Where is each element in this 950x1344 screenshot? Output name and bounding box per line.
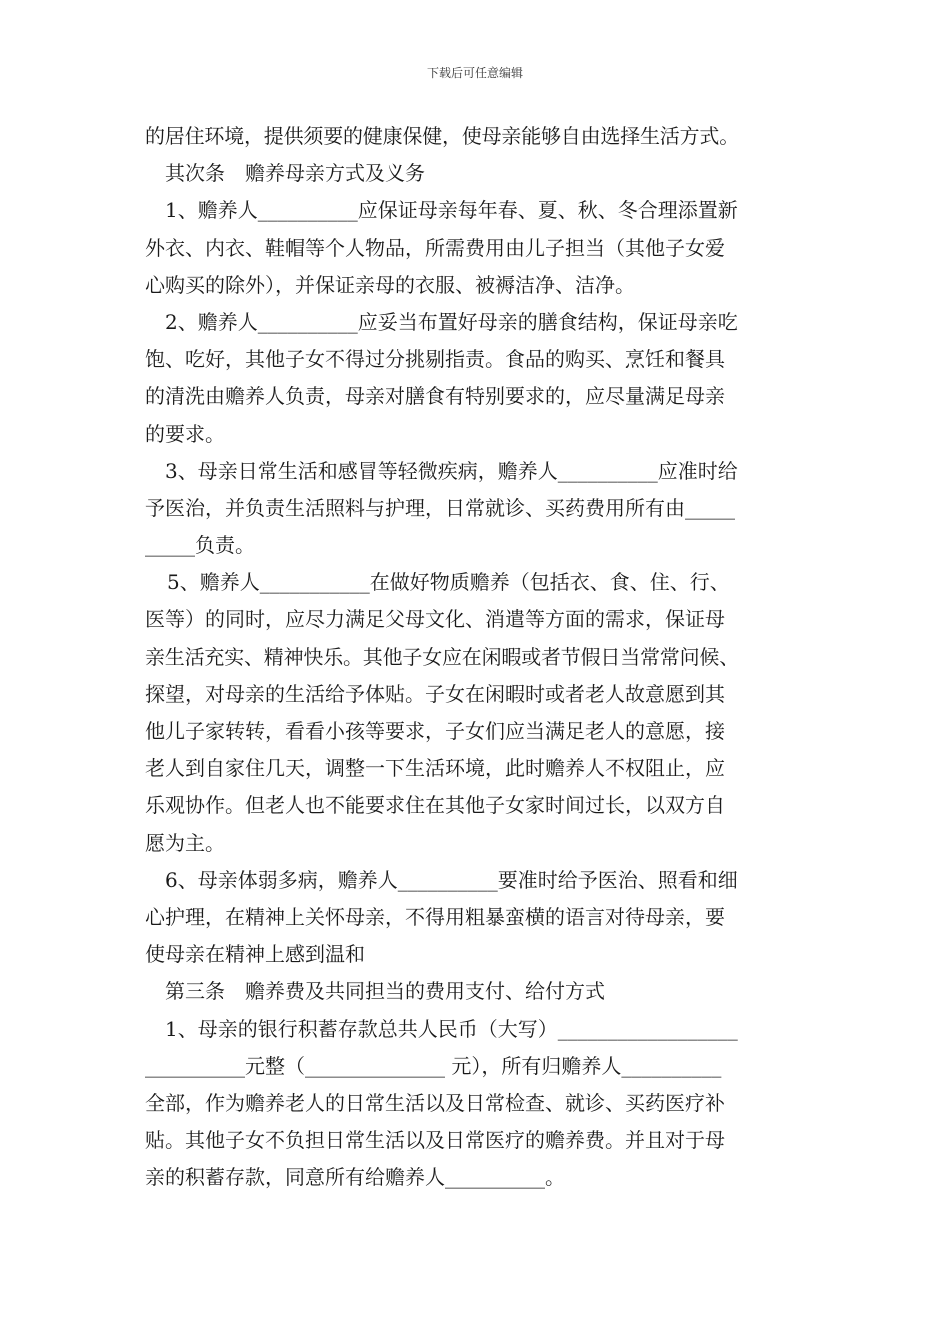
text-line: 的要求。 [145, 421, 225, 446]
text-line: 外衣、内衣、鞋帽等个人物品，所需费用由儿子担当（其他子女爱 [145, 235, 725, 260]
text-line: 2、赡养人__________应妥当布置好母亲的膳食结构，保证母亲吃 [165, 309, 738, 334]
text-line: 使母亲在精神上感到温和 [145, 942, 365, 967]
text-line: 亲生活充实、精神快乐。其他子女应在闲暇或者节假日当常常问候、 [145, 644, 739, 669]
text-line: 愿为主。 [145, 830, 225, 855]
text-line: 的居住环境，提供须要的健康保健，使母亲能够自由选择生活方式。 [145, 124, 739, 148]
text-line: _____负责。 [145, 533, 255, 558]
text-line: 心护理，在精神上关怀母亲，不得用粗暴蛮横的语言对待母亲，要 [145, 904, 725, 929]
text-line: 5、赡养人___________在做好物质赡养（包括衣、食、住、行、 [167, 570, 730, 595]
text-line: 心购买的除外），并保证亲母的衣服、被褥洁净、洁净。 [145, 272, 635, 297]
text-line: 予医治，并负责生活照料与护理，日常就诊、买药费用所有由_____ [145, 495, 735, 520]
text-line: 乐观协作。但老人也不能要求住在其他子女家时间过长，以双方自 [145, 793, 725, 818]
text-line: 老人到自家住几天，调整一下生活环境，此时赡养人不权阻止，应 [145, 756, 725, 781]
document-body [145, 118, 810, 1196]
text-line: 1、母亲的银行积蓄存款总共人民币（大写）__________________ [165, 1016, 738, 1041]
text-line: 1、赡养人__________应保证母亲每年春、夏、秋、冬合理添置新 [165, 198, 738, 223]
text-line: 探望，对母亲的生活给予体贴。子女在闲暇时或者老人故意愿到其 [145, 681, 725, 706]
text-line: 3、母亲日常生活和感冒等轻微疾病，赡养人__________应准时给 [165, 458, 738, 483]
text-line: 亲的积蓄存款，同意所有给赡养人__________。 [145, 1165, 565, 1190]
text-line: 饱、吃好，其他子女不得过分挑剔指责。食品的购买、烹饪和餐具 [145, 347, 725, 372]
text-line: __________元整（______________ 元），所有归赡养人__________ [145, 1053, 722, 1078]
section-heading: 其次条 赡养母亲方式及义务 [165, 161, 425, 186]
page-header: 下载后可任意编辑 [426, 66, 523, 80]
text-line: 6、母亲体弱多病，赡养人__________要准时给予医治、照看和细 [165, 867, 738, 892]
text-line: 贴。其他子女不负担日常生活以及日常医疗的赡养费。并且对于母 [145, 1128, 725, 1153]
section-heading: 第三条 赡养费及共同担当的费用支付、给付方式 [165, 979, 605, 1004]
text-line: 他儿子家转转，看看小孩等要求，子女们应当满足老人的意愿，接 [145, 719, 725, 743]
text-line: 的清洗由赡养人负责，母亲对膳食有特别要求的，应尽量满足母亲 [145, 384, 725, 409]
text-line: 医等）的同时，应尽力满足父母文化、消遣等方面的需求，保证母 [145, 607, 725, 632]
text-line: 全部，作为赡养老人的日常生活以及日常检查、就诊、买药医疗补 [145, 1090, 725, 1115]
